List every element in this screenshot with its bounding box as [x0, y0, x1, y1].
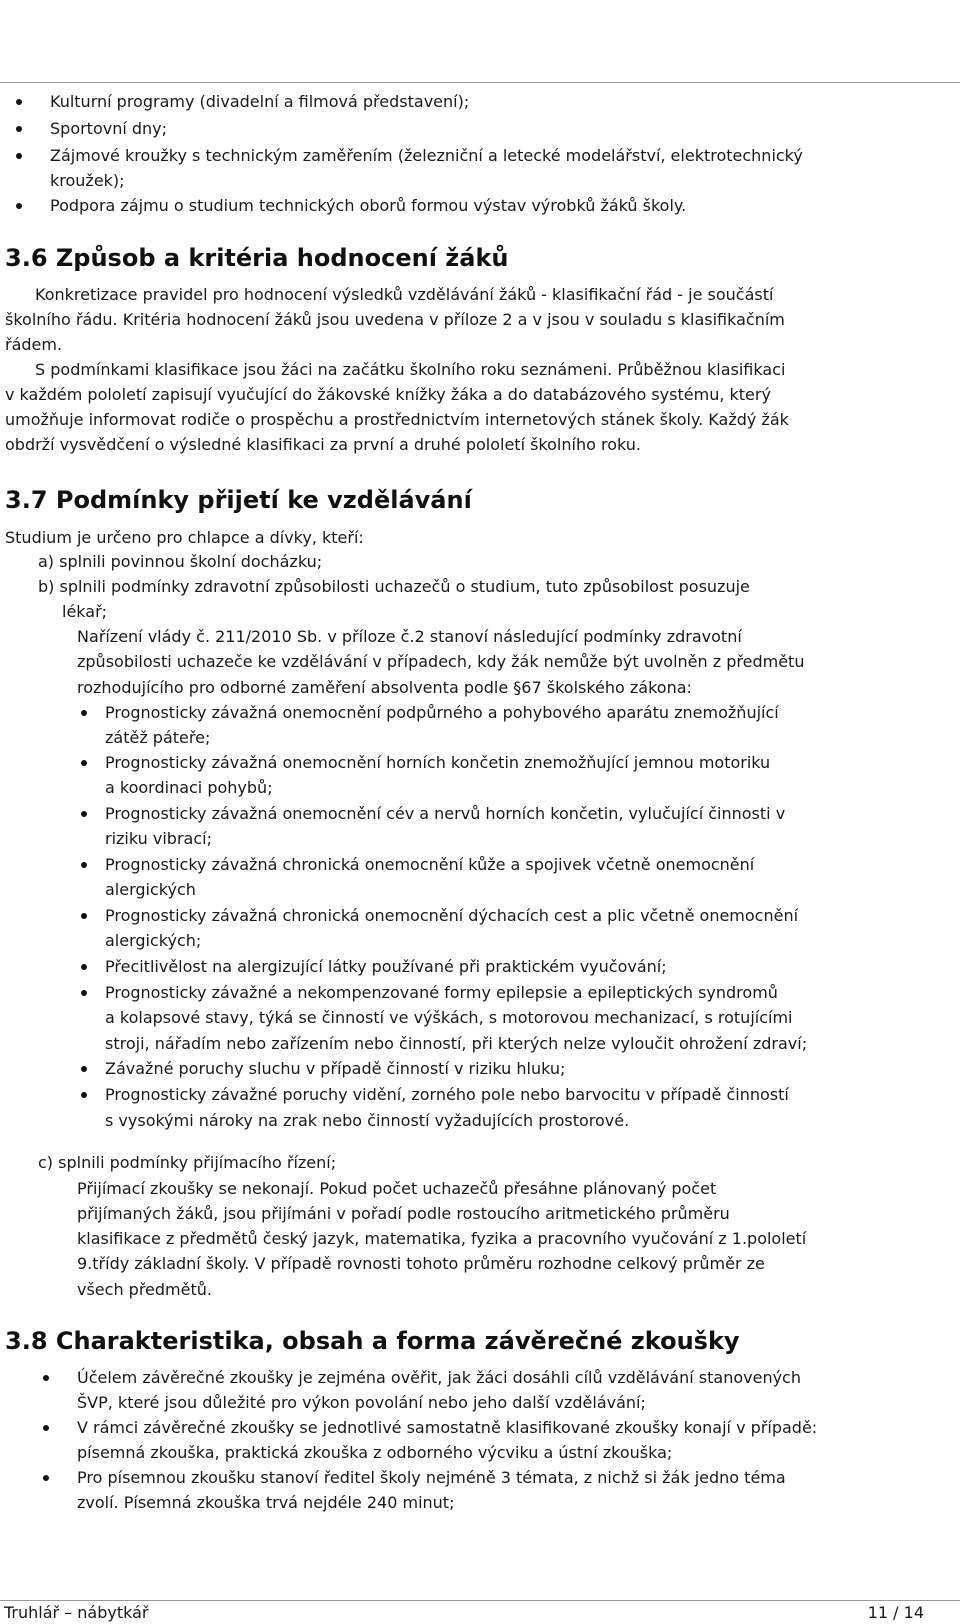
regulation-line: Nařízení vlády č. 211/2010 Sb. v příloze č.2 stanoví následující podmínky zdravotní [77, 627, 742, 646]
paragraph-line: obdrží vysvědčení o výsledné klasifikaci za první a druhé pololetí školního roku. [5, 435, 641, 454]
admission-line: Přijímací zkoušky se nekonají. Pokud počet uchazečů přesáhne plánovaný počet [77, 1179, 717, 1198]
admission-line: přijímaných žáků, jsou přijímáni v pořadí podle rostoucího aritmetického průměru [77, 1204, 730, 1223]
list-item-continuation: stroji, nářadím nebo zařízením nebo činností, při kterých nelze vyloučit ohrožení zdraví; [105, 1034, 808, 1053]
regulation-line: rozhodujícího pro odborné zaměření absolventa podle §67 školského zákona: [77, 678, 692, 697]
admission-line: 9.třídy základní školy. V případě rovnosti tohoto průměru rozhodne celkový průměr ze [77, 1254, 765, 1273]
list-item: Prognosticky závažné poruchy vidění, zorného pole nebo barvocitu v případě činností [105, 1085, 789, 1104]
paragraph-line: umožňuje informovat rodiče o prospěchu a prostřednictvím internetových stánek školy. Každý žák [5, 410, 789, 429]
list-item-continuation: kroužek); [50, 171, 125, 190]
list-item-continuation: a koordinaci pohybů; [105, 778, 273, 797]
footer-title: Truhlář – nábytkář [4, 1603, 149, 1622]
paragraph-line: školního řádu. Kritéria hodnocení žáků jsou uvedena v příloze 2 a v jsou v souladu s klasifikačním [5, 310, 785, 329]
list-item: Závažné poruchy sluchu v případě činností v riziku hluku; [105, 1059, 566, 1078]
condition-a: a) splnili povinnou školní docházku; [38, 552, 323, 571]
bullet-icon [16, 153, 22, 159]
bullet-icon [43, 1425, 49, 1431]
bullet-icon [16, 126, 22, 132]
header-divider [0, 82, 960, 83]
page-number: 11 / 14 [867, 1603, 924, 1622]
list-item: Prognosticky závažná onemocnění podpůrného a pohybového aparátu znemožňující [105, 703, 779, 722]
list-item-continuation: písemná zkouška, praktická zkouška z odborného výcviku a ústní zkouška; [77, 1443, 673, 1462]
condition-b-continuation: lékař; [62, 602, 108, 621]
section-heading-3-7: 3.7 Podmínky přijetí ke vzdělávání [5, 486, 472, 514]
list-item: Kulturní programy (divadelní a filmová představení); [50, 92, 470, 111]
list-item-continuation: alergických [105, 880, 196, 899]
bullet-icon [16, 99, 22, 105]
list-item-continuation: zvolí. Písemná zkouška trvá nejdéle 240 minut; [77, 1493, 455, 1512]
condition-c: c) splnili podmínky přijímacího řízení; [38, 1153, 337, 1172]
bullet-icon [81, 990, 87, 996]
footer-divider [0, 1600, 960, 1601]
paragraph-line: v každém pololetí zapisují vyučující do žákovské knížky žáka a do databázového systému, který [5, 385, 771, 404]
bullet-icon [16, 203, 22, 209]
list-item-continuation: ŠVP, které jsou důležité pro výkon povolání nebo jeho další vzdělávání; [77, 1393, 646, 1412]
list-item-continuation: riziku vibrací; [105, 829, 212, 848]
bullet-icon [81, 760, 87, 766]
bullet-icon [81, 710, 87, 716]
bullet-icon [43, 1375, 49, 1381]
paragraph-line: Studium je určeno pro chlapce a dívky, kteří: [5, 528, 364, 547]
list-item-continuation: a kolapsové stavy, týká se činností ve výškách, s motorovou mechanizací, s rotujícími [105, 1008, 793, 1027]
list-item: Prognosticky závažná onemocnění cév a nervů horních končetin, vylučující činnosti v [105, 804, 786, 823]
list-item-continuation: zátěž páteře; [105, 728, 211, 747]
list-item: Podpora zájmu o studium technických oborů formou výstav výrobků žáků školy. [50, 196, 687, 215]
admission-line: všech předmětů. [77, 1280, 212, 1299]
bullet-icon [81, 862, 87, 868]
paragraph-line: Konkretizace pravidel pro hodnocení výsledků vzdělávání žáků - klasifikační řád - je součástí [35, 285, 774, 304]
list-item: Přecitlivělost na alergizující látky používané při praktickém vyučování; [105, 957, 667, 976]
bullet-icon [43, 1475, 49, 1481]
list-item: Účelem závěrečné zkoušky je zejména ověřit, jak žáci dosáhli cílů vzdělávání stanovených [77, 1368, 801, 1387]
bullet-icon [81, 1066, 87, 1072]
section-heading-3-8: 3.8 Charakteristika, obsah a forma závěrečné zkoušky [5, 1327, 740, 1355]
list-item: Zájmové kroužky s technickým zaměřením (železniční a letecké modelářství, elektrotechnický [50, 146, 803, 165]
bullet-icon [81, 811, 87, 817]
bullet-icon [81, 913, 87, 919]
header-school-name: Vyšší odborná škola a Střední odborná škola technická Česká Třebová [49, 8, 911, 32]
admission-line: klasifikace z předmětů český jazyk, matematika, fyzika a pracovního vyučování z 1.pololetí [77, 1229, 807, 1248]
bullet-icon [81, 964, 87, 970]
condition-b: b) splnili podmínky zdravotní způsobilosti uchazečů o studium, tuto způsobilost posuzuje [38, 577, 750, 596]
list-item: Pro písemnou zkoušku stanoví ředitel školy nejméně 3 témata, z nichž si žák jedno téma [77, 1468, 786, 1487]
paragraph-line: S podmínkami klasifikace jsou žáci na začátku školního roku seznámeni. Průběžnou klasifikaci [35, 360, 786, 379]
bullet-icon [81, 1092, 87, 1098]
list-item: Prognosticky závažná onemocnění horních končetin znemožňující jemnou motoriku [105, 753, 771, 772]
section-heading-3-6: 3.6 Způsob a kritéria hodnocení žáků [5, 244, 509, 272]
paragraph-line: řádem. [5, 335, 63, 354]
list-item: Prognosticky závažné a nekompenzované formy epilepsie a epileptických syndromů [105, 983, 778, 1002]
regulation-line: způsobilosti uchazeče ke vzdělávání v případech, kdy žák nemůže být uvolněn z předmětu [77, 652, 805, 671]
list-item: Sportovní dny; [50, 119, 168, 138]
header-program: 33-56-H/01 Truhlář, ŠVP Truhlář - nábytkář, verze 1 [166, 36, 794, 60]
list-item: V rámci závěrečné zkoušky se jednotlivé samostatně klasifikované zkoušky konají v případě: [77, 1418, 818, 1437]
list-item: Prognosticky závažná chronická onemocnění dýchacích cest a plic včetně onemocnění [105, 906, 799, 925]
list-item: Prognosticky závažná chronická onemocnění kůže a spojivek včetně onemocnění [105, 855, 755, 874]
list-item-continuation: s vysokými nároky na zrak nebo činností vyžadujících prostorové. [105, 1111, 630, 1130]
list-item-continuation: alergických; [105, 931, 202, 950]
